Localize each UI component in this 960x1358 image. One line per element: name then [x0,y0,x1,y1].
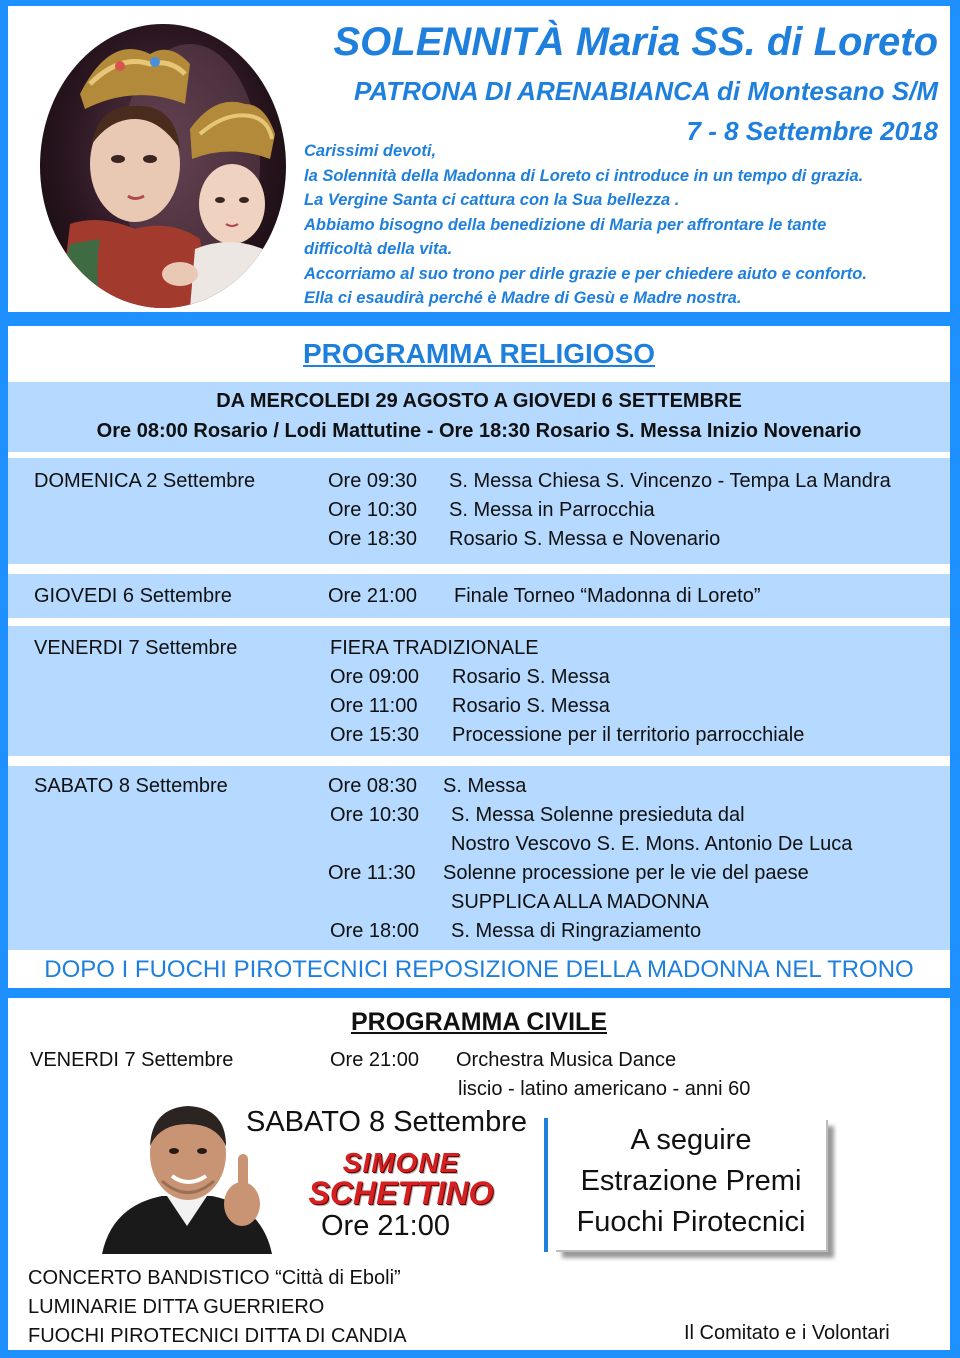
day-label: VENERDI 7 Settembre [34,637,238,659]
letter-line: Carissimi devoti, [304,142,437,160]
event-desc: S. Messa in Parrocchia [449,499,655,521]
box-line: Fuochi Pirotecnici [576,1206,806,1238]
letter-line: difficoltà della vita. [304,240,453,258]
event-desc: S. Messa di Ringraziamento [451,920,702,942]
credit-line: LUMINARIE DITTA GUERRIERO [28,1296,325,1318]
event-time: Ore 18:30 [328,528,417,550]
event-desc: S. Messa Chiesa S. Vincenzo - Tempa La Mandra [449,470,891,492]
event-time: Ore 18:00 [330,920,419,942]
madonna-image [40,24,286,308]
page-title: SOLENNITÀ Maria SS. di Loreto [333,20,938,64]
novena-period: DA MERCOLEDI 29 AGOSTO A GIOVEDI 6 SETTEMBRE [216,390,742,412]
event-time: Ore 21:00 [328,585,417,607]
day-label: SABATO 8 Settembre [34,775,228,797]
event-desc: Rosario S. Messa e Novenario [449,528,721,550]
artist-first-name: SIMONE [342,1147,460,1178]
event-desc: Nostro Vescovo S. E. Mons. Antonio De Luca [451,833,853,855]
event-desc: SUPPLICA ALLA MADONNA [451,891,709,913]
artist-last-name: SCHETTINO [308,1175,494,1211]
signature: Il Comitato e i Volontari [684,1322,890,1344]
event-desc: Solenne processione per le vie del paese [443,862,809,884]
event-time: Ore 08:30 [328,775,417,797]
event-desc: Orchestra Musica Dance [456,1049,677,1071]
event-time: Ore 15:30 [330,724,419,746]
madonna-portrait [40,24,286,308]
novena-schedule: Ore 08:00 Rosario / Lodi Mattutine - Ore 18:30 Rosario S. Messa Inizio Novenario [96,420,862,442]
event-heading: FIERA TRADIZIONALE [330,637,539,659]
page-subtitle: PATRONA DI ARENABIANCA di Montesano S/M [353,76,938,106]
credits-list [28,1264,407,1350]
day-label: GIOVEDI 6 Settembre [34,585,232,607]
religious-program-panel [8,326,950,988]
saturday-label: SABATO 8 Settembre [246,1106,527,1138]
day-label: VENERDI 7 Settembre [30,1049,234,1071]
event-desc: Rosario S. Messa [452,666,610,688]
day-label: DOMENICA 2 Settembre [34,470,256,492]
saturday-time: Ore 21:00 [321,1210,450,1242]
letter-line: Ella ci esaudirà perché è Madre di Gesù e Madre nostra. [304,289,742,307]
event-time: Ore 09:30 [328,470,417,492]
event-time: Ore 10:30 [330,804,419,826]
welcome-letter [304,139,867,311]
event-desc: Processione per il territorio parrocchiale [452,724,805,746]
event-time: Ore 11:00 [330,695,418,717]
credit-line: FUOCHI PIROTECNICI DITTA DI CANDIA [28,1325,407,1347]
event-desc: S. Messa Solenne presieduta dal [451,804,745,826]
credit-line: CONCERTO BANDISTICO “Città di Eboli” [28,1267,401,1289]
event-desc: S. Messa [443,775,527,797]
follow-up-box [556,1120,828,1252]
box-line: A seguire [630,1124,752,1156]
artist-logo [296,1147,506,1211]
event-time: Ore 09:00 [330,666,419,688]
event-desc: Rosario S. Messa [452,695,610,717]
religious-program-title: PROGRAMMA RELIGIOSO [302,338,656,369]
letter-line: La Vergine Santa ci cattura con la Sua bellezza . [304,191,680,209]
event-desc: liscio - latino americano - anni 60 [458,1078,751,1100]
closing-note: DOPO I FUOCHI PIROTECNICI REPOSIZIONE DELLA MADONNA NEL TRONO [44,956,914,983]
box-line: Estrazione Premi [580,1165,802,1197]
letter-line: Abbiamo bisogno della benedizione di Maria per affrontare le tante [304,215,827,234]
civil-program-title: PROGRAMMA CIVILE [350,1008,608,1036]
letter-line: Accorriamo al suo trono per dirle grazie e per chiedere aiuto e conforto. [304,264,867,283]
header-panel [8,6,950,312]
event-time: Ore 11:30 [328,862,416,884]
event-dates: 7 - 8 Settembre 2018 [686,116,938,146]
event-time: Ore 10:30 [328,499,417,521]
civil-program-panel [8,998,950,1350]
divider [544,1118,548,1252]
letter-line: la Solennità della Madonna di Loreto ci introduce in un tempo di grazia. [304,166,864,185]
event-desc: Finale Torneo “Madonna di Loreto” [454,585,761,607]
event-time: Ore 21:00 [330,1049,419,1071]
